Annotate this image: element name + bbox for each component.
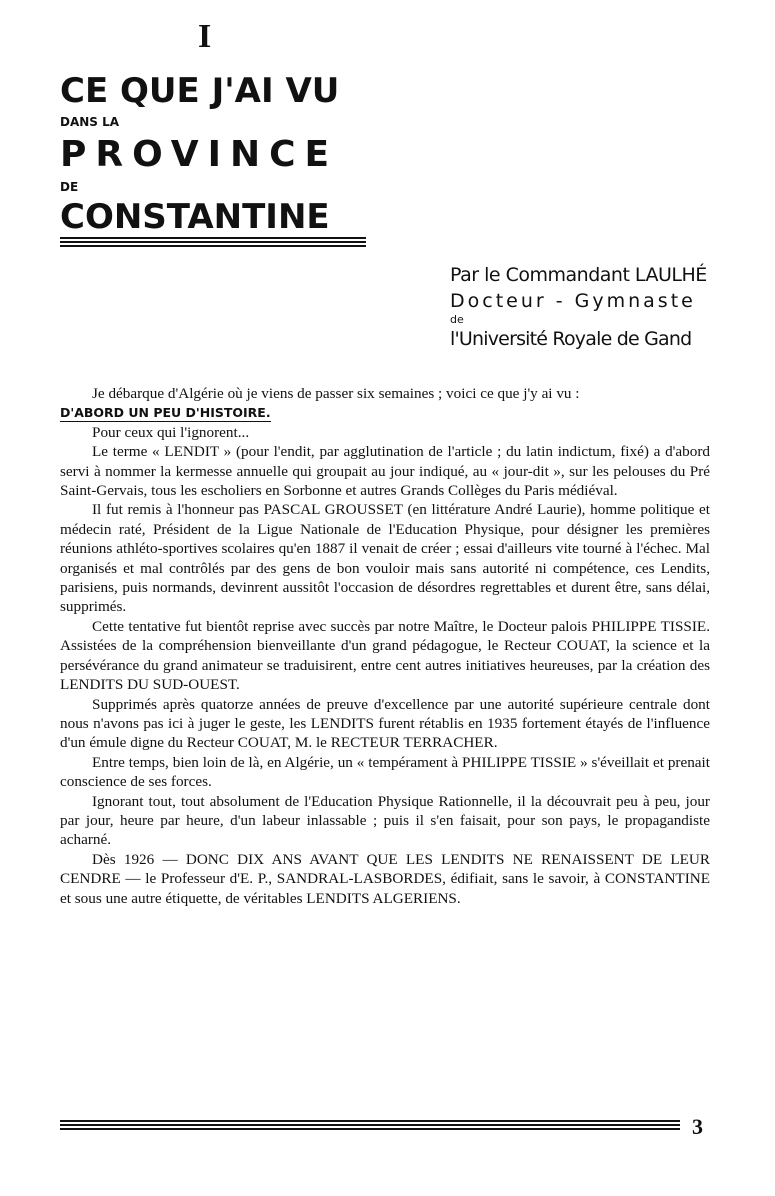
title-line-4: DE xyxy=(60,180,79,194)
body-text xyxy=(60,384,710,908)
author-line-1: Par le Commandant LAULHÉ xyxy=(450,264,707,286)
footer-rule xyxy=(60,1120,680,1132)
paragraph: Pour ceux qui l'ignorent... xyxy=(92,423,250,441)
page-number: 3 xyxy=(692,1114,703,1139)
paragraph: Entre temps, bien loin de là, en Algérie, un « tempérament à PHILIPPE TISSIE » s'éveillait et prenait conscience de ses forces. xyxy=(60,753,710,791)
title-underline xyxy=(60,237,366,249)
chapter-number: I xyxy=(198,18,212,55)
author-line-2: Docteur - Gymnaste xyxy=(450,290,696,312)
author-line-3: de xyxy=(450,313,464,326)
paragraph: Cette tentative fut bientôt reprise avec succès par notre Maître, le Docteur palois PHILIPPE TISSIE. Assistées de la compréhension bienveillante d'un grand pédagogue, le Recteur COUAT, la science et la persévérance du grand animateur se traduisirent, entre cent autres initiatives heureuses, par la création des LENDITS DU SUD-OUEST. xyxy=(60,617,710,694)
intro-paragraph: Je débarque d'Algérie où je viens de passer six semaines ; voici ce que j'y ai vu : xyxy=(92,385,580,402)
paragraph: Le terme « LENDIT » (pour l'endit, par agglutination de l'article ; du latin indictum, fixé) a d'abord servi à nommer la kermesse annuelle qui groupait au jour indiqué, au « jour-dit », sur les pelouses du Pré Saint-Gervais, tous les escholiers en Sorbonne et autres Grands Collèges du Paris médiéval. xyxy=(60,443,710,500)
paragraph: Il fut remis à l'honneur pas PASCAL GROUSSET (en littérature André Laurie), homme politique et médecin raté, Président de la Ligue Nationale de l'Education Physique, pour désigner les premières réunions athléto-sportives scolaires qu'en 1887 il venait de créer ; essai d'ailleurs vite tourné à l'échec. Mal organisés et mal contrôlés par des gens de bon vouloir mais sans autorité ni compétence, ces Lendits, parisiens, puis normands, devinrent aussitôt l'occasion de désordres regrettables et durent être, sans délai, supprimés. xyxy=(60,501,710,616)
title-line-1: CE QUE J'AI VU xyxy=(60,71,340,111)
paragraph: Dès 1926 — DONC DIX ANS AVANT QUE LES LENDITS NE RENAISSENT DE LEUR CENDRE — le Professeur d'E. P., SANDRAL-LASBORDES, édifiait, sans le savoir, à CONSTANTINE et sous une autre étiquette, de véritables LENDITS ALGERIENS. xyxy=(60,850,710,907)
paragraph: Ignorant tout, tout absolument de l'Education Physique Rationnelle, il la découvrait peu à peu, jour par jour, heure par heure, d'un labeur inlassable ; puis il s'en faisait, pour son pays, le propagandiste acharné. xyxy=(60,792,710,849)
section-heading xyxy=(60,403,710,422)
author-block xyxy=(450,262,720,352)
title-line-2: DANS LA xyxy=(60,115,120,129)
section-heading-text: D'ABORD UN PEU D'HISTOIRE. xyxy=(60,405,271,421)
title-line-3: PROVINCE xyxy=(60,134,339,175)
title-line-5: CONSTANTINE xyxy=(60,197,330,237)
author-line-4: l'Université Royale de Gand xyxy=(450,328,692,350)
paragraph: Supprimés après quatorze années de preuve d'excellence par une autorité supérieure centrale dont nous n'avons pas ici à juger le geste, les LENDITS furent rétablis en 1935 fortement étayés de l'influence d'un émule digne du Recteur COUAT, M. le RECTEUR TERRACHER. xyxy=(60,695,710,752)
